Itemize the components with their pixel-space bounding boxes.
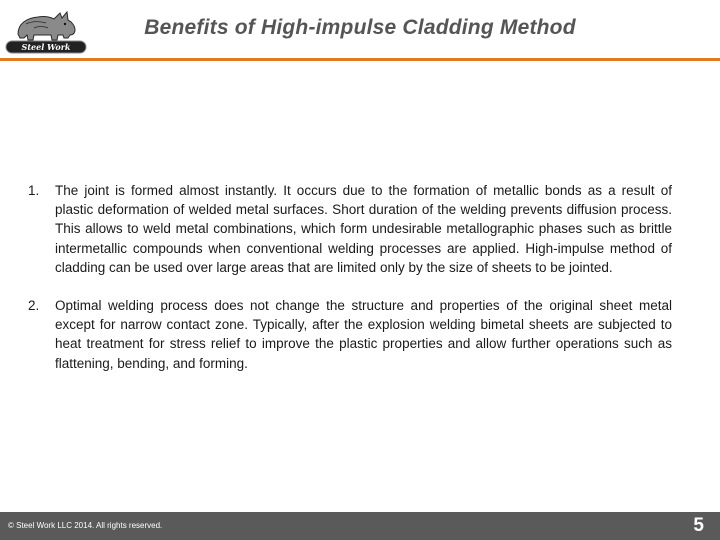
list-item-text: The joint is formed almost instantly. It occurs due to the formation of metallic bonds as a result of plastic deformation of welded metal surfaces. Short duration of the welding prevents diffusion process. This allows to weld metal combinations, which form undesirable metallographic phases such as brittle intermetallic compounds when conventional welding processes are applied. High-impulse method of cladding can be used over large areas that are limited only by the size of sheets to be jointed. [55, 183, 672, 275]
title-divider [0, 58, 720, 61]
page-number: 5 [693, 515, 704, 536]
page-title: Benefits of High-impulse Cladding Method [144, 16, 576, 39]
list-item-number: 2. [28, 298, 40, 314]
footer-bar [0, 512, 720, 540]
list-item [28, 181, 672, 277]
logo-text: Steel Work [21, 42, 71, 52]
copyright-text: © Steel Work LLC 2014. All rights reserved. [8, 521, 163, 530]
list-item-number: 1. [28, 183, 40, 198]
rhino-icon [4, 4, 88, 56]
steel-work-logo [4, 4, 88, 56]
benefits-list [28, 181, 672, 392]
list-item [28, 296, 672, 373]
list-item-text: Optimal welding process does not change the structure and properties of the original sheet metal except for narrow contact zone. Typically, after the explosion welding bimetal sheets are subjected to heat treatment for stress relief to improve the plastic properties and allow further operations such as flattening, bending, and forming. [55, 298, 672, 371]
